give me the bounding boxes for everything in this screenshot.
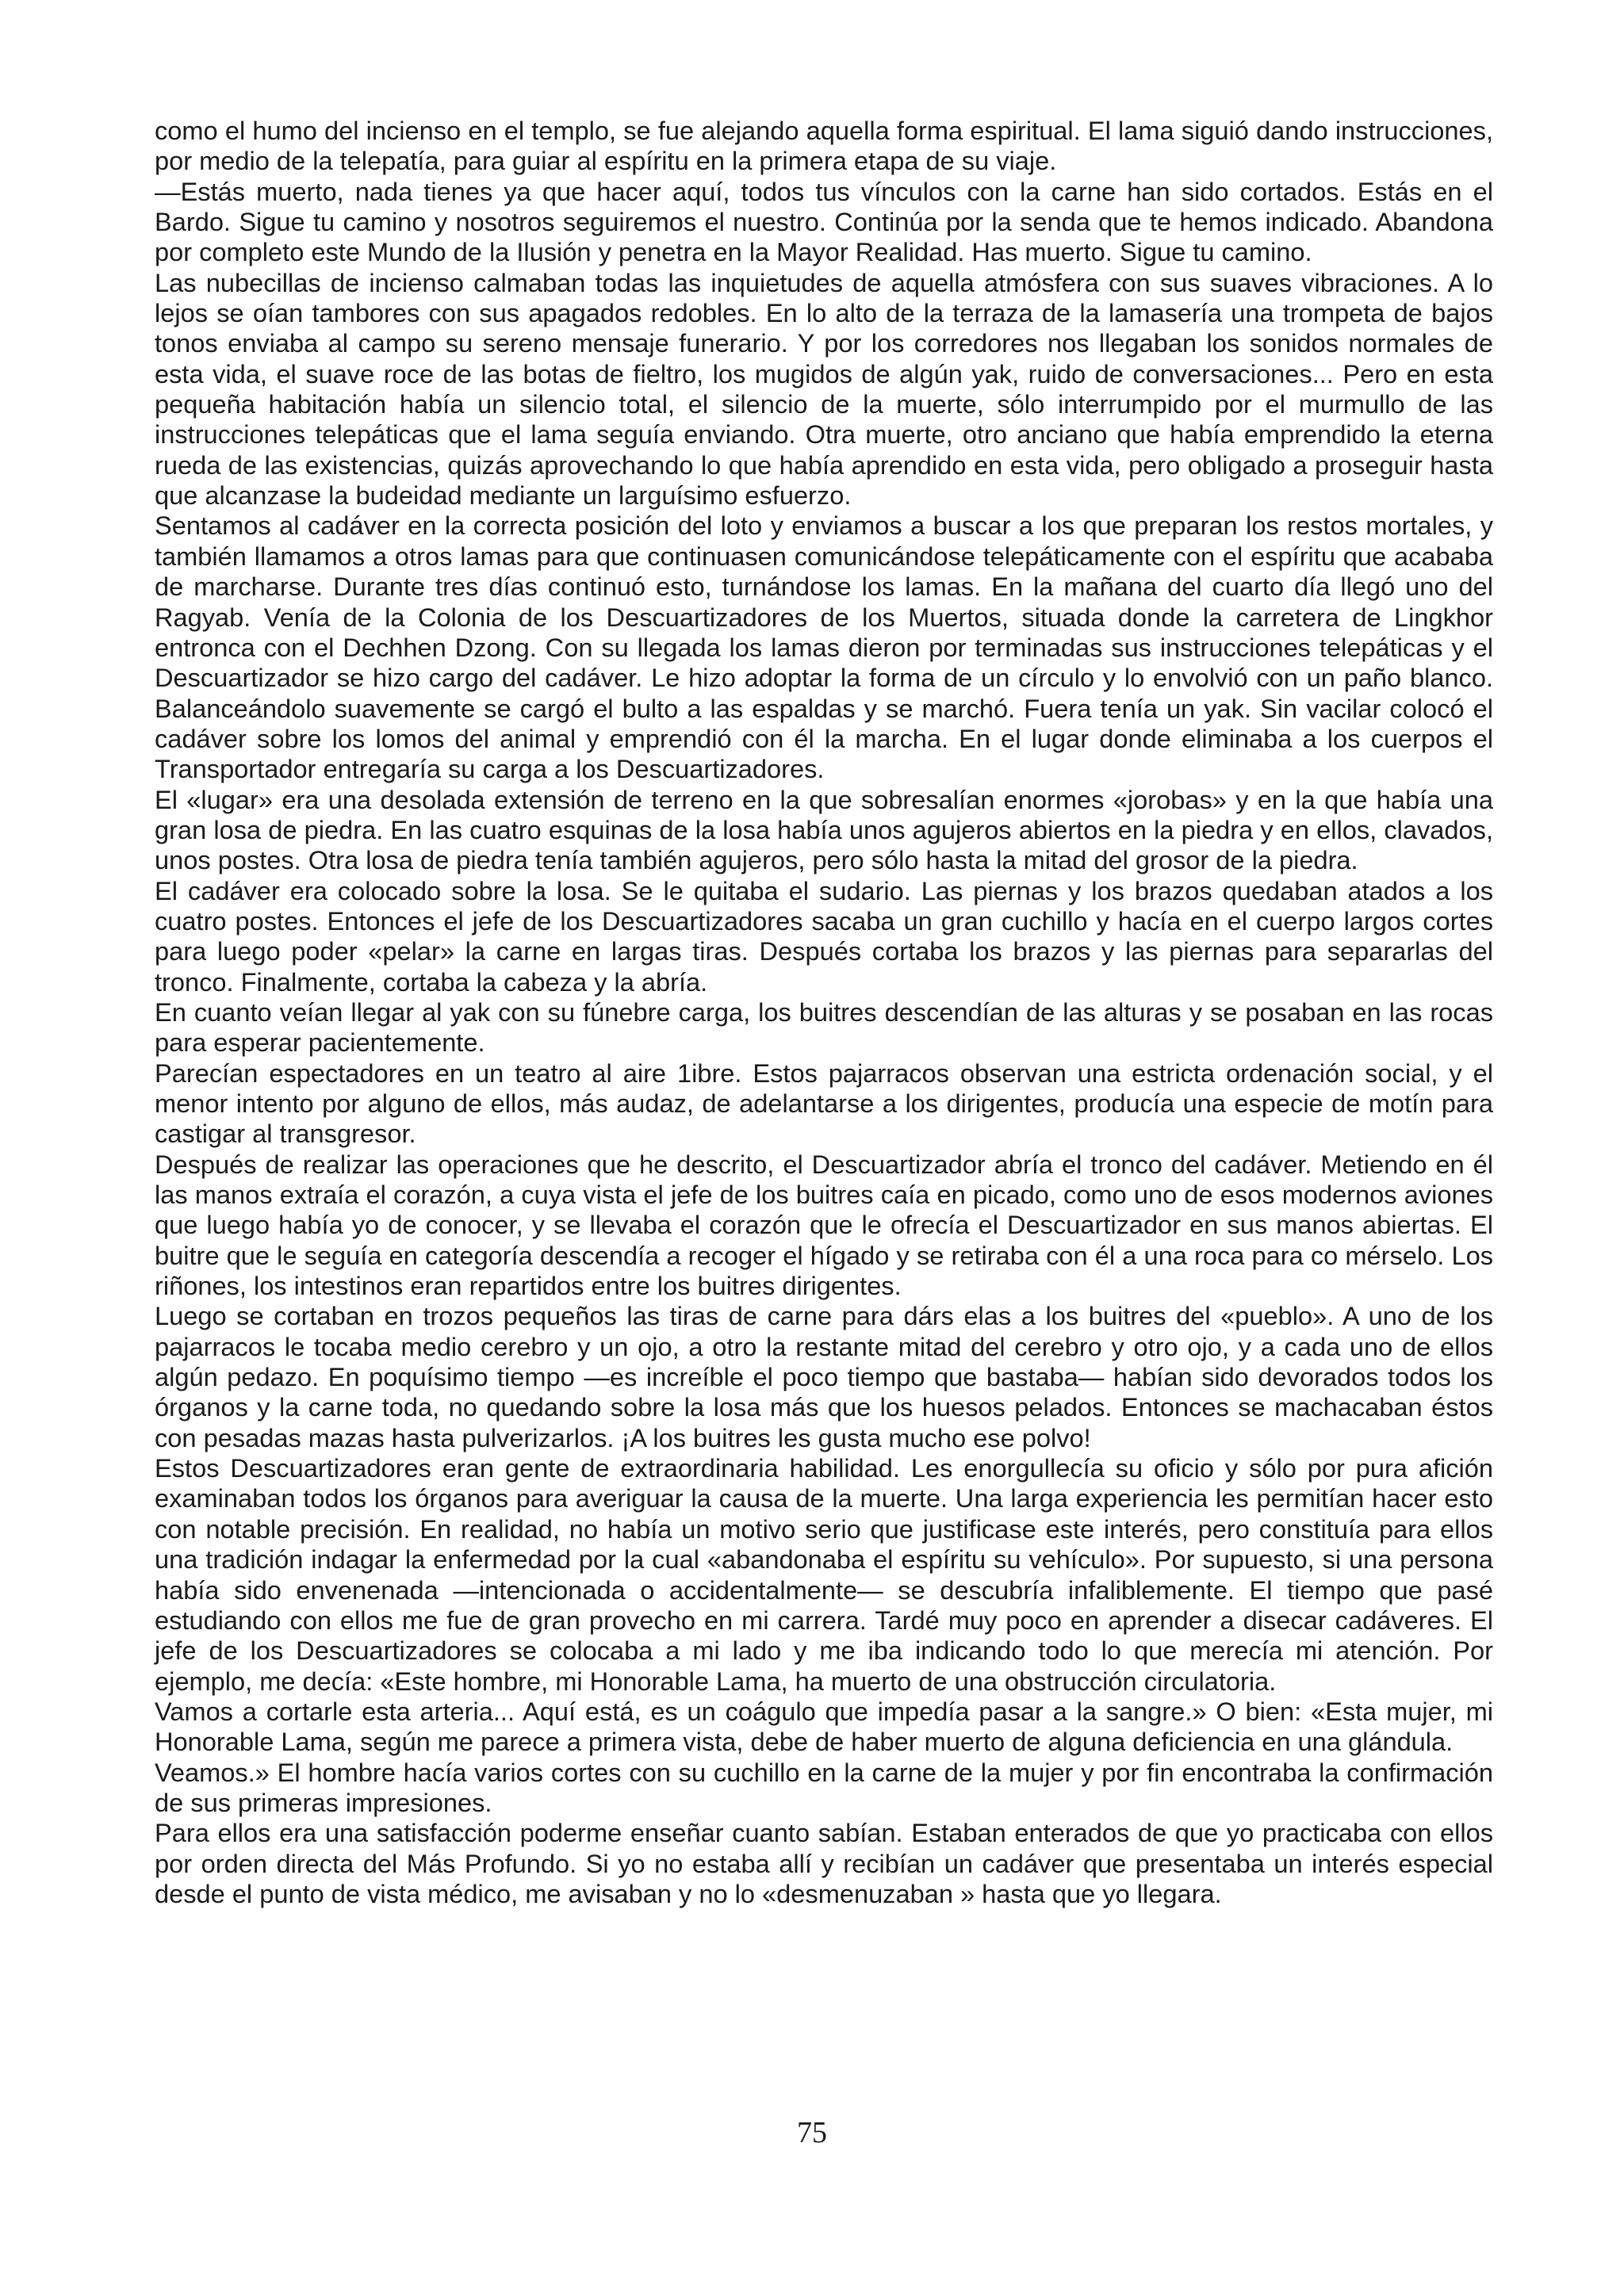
paragraph: Estos Descuartizadores eran gente de extraordinaria habilidad. Les enorgullecía su oficio y sólo por pura afición examinaban todos los órganos para averiguar la causa de la muerte. Una larga experiencia les permitían hacer esto con notable precisión. En realidad, no había un motivo serio que justificase este interés, pero constituía para ellos una tradición indagar la enfermedad por la cual «abandonaba el espíritu su vehículo». Por supuesto, si una persona había sido envenenada —intencionada o accidentalmente— se descubría infaliblemente. El tiempo que pasé estudiando con ellos me fue de gran provecho en mi carrera. Tardé muy poco en aprender a disecar cadáveres. El jefe de los Descuartizadores se colocaba a mi lado y me iba indicando todo lo que merecía mi atención. Por ejemplo, me decía: «Este hombre, mi Honorable Lama, ha muerto de una obstrucción circulatoria. — [155, 1453, 1493, 1696]
paragraph: Vamos a cortarle esta arteria... Aquí está, es un coágulo que impedía pasar a la sangre.» O bien: «Esta mujer, mi Honorable Lama, según me parece a primera vista, debe de haber muerto de alguna deficiencia en una glándula. — [155, 1696, 1493, 1757]
paragraph: —Estás muerto, nada tienes ya que hacer aquí, todos tus vínculos con la carne han sido cortados. Estás en el Bardo. Sigue tu camino y nosotros seguiremos el nuestro. Continúa por la senda que te hemos indicado. Abandona por completo este Mundo de la Ilusión y penetra en la Mayor Realidad. Has muerto. Sigue tu camino. — [155, 176, 1493, 267]
paragraph: Para ellos era una satisfacción poderme enseñar cuanto sabían. Estaban enterados de que yo practicaba con ellos por orden directa del Más Profundo. Si yo no estaba allí y recibían un cadáver que presentaba un interés especial desde el punto de vista médico, me avisaban y no lo «desmenuzaban » hasta que yo llegara. — [155, 1818, 1493, 1908]
paragraph: Después de realizar las operaciones que he descrito, el Descuartizador abría el tronco del cadáver. Metiendo en él las manos extraía el corazón, a cuya vista el jefe de los buitres caía en picado, como uno de esos modernos aviones que luego había yo de conocer, y se llevaba el corazón que le ofrecía el Descuartizador en sus manos abiertas. El buitre que le seguía en categoría descendía a recoger el hígado y se retiraba con él a una roca para co mérselo. Los riñones, los intestinos eran repartidos entre los buitres dirigentes. — [155, 1149, 1493, 1301]
paragraph: Veamos.» El hombre hacía varios cortes con su cuchillo en la carne de la mujer y por fin encontraba la confirmación de sus primeras impresiones. — [155, 1757, 1493, 1817]
paragraph: Sentamos al cadáver en la correcta posición del loto y enviamos a buscar a los que preparan los restos mortales, y también llamamos a otros lamas para que continuasen comunicándose telepáticamente con el espíritu que acababa de marcharse. Durante tres días continuó esto, turnándose los lamas. En la mañana del cuarto día llegó uno del Ragyab. Venía de la Colonia de los Descuartizadores de los Muertos, situada donde la carretera de Lingkhor entronca con el Dechhen Dzong. Con su llegada los lamas dieron por terminadas sus instrucciones telepáticas y el Descuartizador se hizo cargo del cadáver. Le hizo adoptar la forma de un círculo y lo envolvió con un paño blanco. Balanceándolo suavemente se cargó el bulto a las espaldas y se marchó. Fuera tenía un yak. Sin vacilar colocó el cadáver sobre los lomos del animal y emprendió con él la marcha. En el lugar donde eliminaba a los cuerpos el Transportador entregaría su carga a los Descuartizadores. — [155, 511, 1493, 784]
paragraph: Luego se cortaban en trozos pequeños las tiras de carne para dárs elas a los buitres del «pueblo». A uno de los pajarracos le tocaba medio cerebro y un ojo, a otro la restante mitad del cerebro y otro ojo, y a cada uno de ellos algún pedazo. En poquísimo tiempo —es increíble el poco tiempo que bastaba— habían sido devorados todos los órganos y la carne toda, no quedando sobre la losa más que los huesos pelados. Entonces se machacaban éstos con pesadas mazas hasta pulverizarlos. ¡A los buitres les gusta mucho ese polvo! — [155, 1301, 1493, 1452]
page-number: 75 — [797, 2116, 827, 2149]
paragraph: como el humo del incienso en el templo, se fue alejando aquella forma espiritual. El lama siguió dando instrucciones, por medio de la telepatía, para guiar al espíritu en la primera etapa de su viaje. — [155, 116, 1493, 176]
body-text — [155, 116, 1493, 1909]
paragraph: Parecían espectadores en un teatro al aire 1ibre. Estos pajarracos observan una estricta ordenación social, y el menor intento por alguno de ellos, más audaz, de adelantarse a los dirigentes, producía una especie de motín para castigar al transgresor. — [155, 1058, 1493, 1149]
paragraph: El «lugar» era una desolada extensión de terreno en la que sobresalían enormes «jorobas» y en la que había una gran losa de piedra. En las cuatro esquinas de la losa había unos agujeros abiertos en la piedra y en ellos, clavados, unos postes. Otra losa de piedra tenía también agujeros, pero sólo hasta la mitad del grosor de la piedra. — [155, 784, 1493, 875]
paragraph: En cuanto veían llegar al yak con su fúnebre carga, los buitres descendían de las alturas y se posaban en las rocas para esperar pacientemente. — [155, 997, 1493, 1058]
paragraph: Las nubecillas de incienso calmaban todas las inquietudes de aquella atmósfera con sus suaves vibraciones. A lo lejos se oían tambores con sus apagados redobles. En lo alto de la terraza de la lamasería una trompeta de bajos tonos enviaba al campo su sereno mensaje funerario. Y por los corredores nos llegaban los sonidos normales de esta vida, el suave roce de las botas de fieltro, los mugidos de algún yak, ruido de conversaciones... Pero en esta pequeña habitación había un silencio total, el silencio de la muerte, sólo interrumpido por el murmullo de las instrucciones telepáticas que el lama seguía enviando. Otra muerte, otro anciano que había emprendido la eterna rueda de las existencias, quizás aprovechando lo que había aprendido en esta vida, pero obligado a proseguir hasta que alcanzase la budeidad mediante un larguísimo esfuerzo. — [155, 267, 1493, 511]
paragraph: El cadáver era colocado sobre la losa. Se le quitaba el sudario. Las piernas y los brazos quedaban atados a los cuatro postes. Entonces el jefe de los Descuartizadores sacaba un gran cuchillo y hacía en el cuerpo largos cortes para luego poder «pelar» la carne en largas tiras. Después cortaba los brazos y las piernas para separarlas del tronco. Finalmente, cortaba la cabeza y la abría. — [155, 875, 1493, 997]
